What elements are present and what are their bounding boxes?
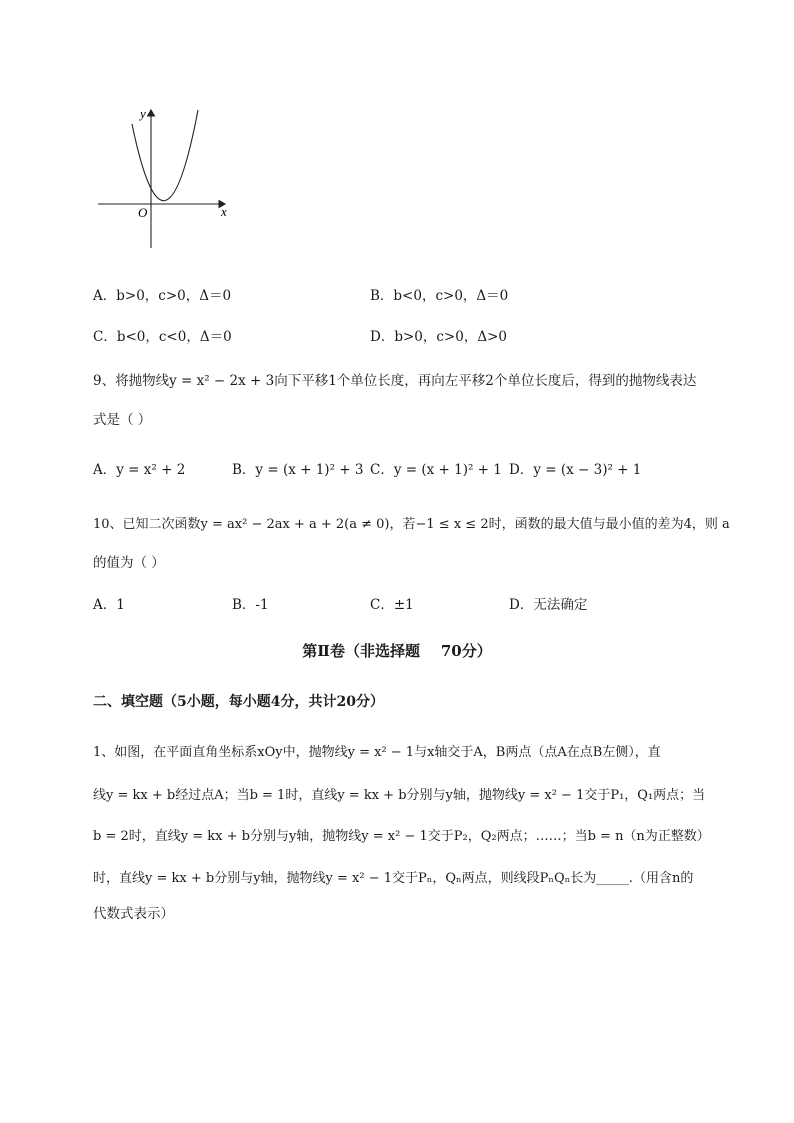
- origin-label: O: [138, 205, 148, 220]
- q8-option-a[interactable]: A．b>0，c>0，Δ＝0: [93, 288, 232, 304]
- fill1-line1: 1、如图，在平面直角坐标系xOy中，抛物线y = x² − 1与x轴交于A，B两点（点A在点B左侧），直: [93, 745, 661, 760]
- fill1-line5: 代数式表示）: [93, 906, 174, 922]
- parabola-curve: [132, 110, 198, 201]
- q8-option-c[interactable]: C．b<0，c<0，Δ＝0: [93, 329, 232, 345]
- q10-option-c[interactable]: C．±1: [370, 597, 414, 613]
- parabola-graph: [90, 100, 240, 255]
- q9-option-c[interactable]: C．y = (x + 1)² + 1: [370, 462, 502, 478]
- part2-title: 第Ⅱ卷（非选择题 70分）: [302, 642, 492, 660]
- q10-option-d[interactable]: D．无法确定: [509, 597, 588, 613]
- q10-stem-line1: 10、已知二次函数y = ax² − 2ax + a + 2(a ≠ 0)，若−1 ≤ x ≤ 2时，函数的最大值与最小值的差为4，则 a: [93, 517, 730, 532]
- q10-option-a[interactable]: A．1: [93, 597, 125, 613]
- section2-header: 二、填空题（5小题，每小题4分，共计20分）: [93, 694, 384, 710]
- q9-option-a[interactable]: A．y = x² + 2: [93, 462, 186, 478]
- fill1-line2: 线y = kx + b经过点A；当b = 1时，直线y = kx + b分别与y轴，抛物线y = x² − 1交于P₁，Q₁两点；当: [93, 788, 706, 803]
- q10-option-b[interactable]: B．-1: [232, 597, 269, 613]
- q9-option-d[interactable]: D．y = (x − 3)² + 1: [509, 462, 642, 478]
- fill1-line4: 时，直线y = kx + b分别与y轴，抛物线y = x² − 1交于Pₙ，Qₙ两点，则线段PₙQₙ长为_____.（用含n的: [93, 871, 694, 886]
- fill1-line3: b = 2时，直线y = kx + b分别与y轴，抛物线y = x² − 1交于P₂，Q₂两点；……；当b = n（n为正整数）: [93, 829, 710, 844]
- y-axis-label: y: [140, 106, 146, 121]
- q8-option-d[interactable]: D．b>0，c>0，Δ>0: [370, 329, 507, 345]
- q9-stem-line2: 式是（ ）: [93, 412, 152, 428]
- q8-option-b[interactable]: B．b<0，c>0，Δ＝0: [370, 288, 509, 304]
- q9-option-b[interactable]: B．y = (x + 1)² + 3: [232, 462, 364, 478]
- q9-stem-line1: 9、将抛物线y = x² − 2x + 3向下平移1个单位长度，再向左平移2个单位长度后，得到的抛物线表达: [93, 373, 697, 389]
- x-axis-label: x: [221, 204, 227, 219]
- q10-stem-line2: 的值为（ ）: [93, 555, 165, 571]
